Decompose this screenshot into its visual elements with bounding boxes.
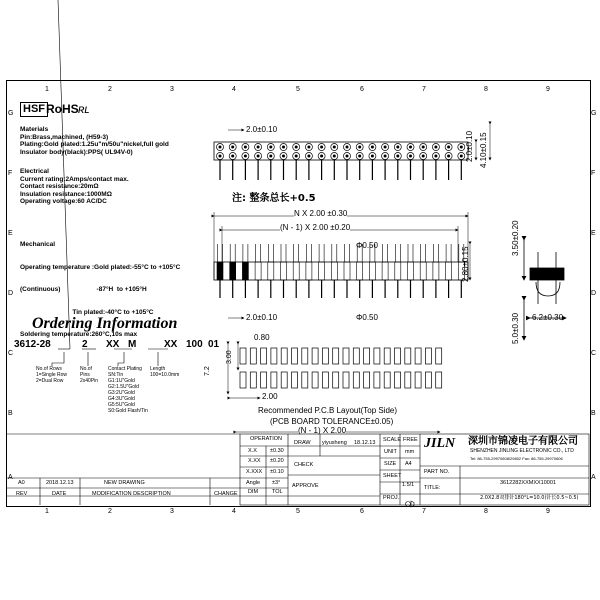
- tb-sheet-val: 1.5/1: [402, 482, 415, 488]
- row-letter: G: [8, 110, 14, 117]
- dim-top-width: 4.10±0.15: [479, 132, 488, 168]
- column-number: 1: [45, 508, 49, 515]
- row-letter: C: [8, 350, 14, 357]
- dim-pcb-row: 3.00: [226, 350, 233, 364]
- company-name-cn: 深圳市锦凌电子有限公司: [468, 436, 578, 447]
- rev-value: A0: [18, 480, 25, 486]
- tb-approve: APPROVE: [292, 483, 319, 489]
- tb-scale: SCALE: [383, 437, 402, 443]
- dim-pcb-total: 7.2: [204, 366, 211, 376]
- dim-pin-dia-bot: Φ0.50: [356, 313, 378, 322]
- column-number: 6: [360, 86, 364, 93]
- company-tel: Tel: 86-755-29970608/29802 Fax: 86-755-29970606: [470, 456, 563, 461]
- mechanical-heading: Mechanical: [20, 241, 56, 248]
- dim-pin-dia-top: Φ0.50: [356, 241, 378, 250]
- legend-line: S0:Gold Flash/Tin: [108, 408, 148, 414]
- ordering-title: Ordering Information: [32, 315, 178, 332]
- ordering-code-part: 3612-28: [14, 339, 51, 350]
- row-letter: F: [8, 170, 13, 177]
- length-note: 注: 整条总长+0.5: [232, 193, 316, 204]
- row-letter: G: [591, 110, 597, 117]
- materials-heading: Materials: [20, 126, 49, 133]
- column-number: 5: [296, 86, 300, 93]
- legend-line: 2x40Pin: [80, 378, 99, 384]
- column-number: 9: [546, 86, 550, 93]
- dim-pcb-pad: 0.80: [254, 333, 270, 342]
- rev-header-desc: MODIFICATION DESCRIPTION: [92, 491, 171, 497]
- tb-scale-val: FREE: [403, 437, 418, 443]
- electrical-line: Current rating:2Amps/contact max.: [20, 175, 129, 183]
- row-letter: F: [591, 170, 596, 177]
- tb-tol-value: ±3°: [272, 480, 281, 486]
- dim-top-row: 2.0±0.10: [465, 130, 474, 162]
- hsf-logo: HSF: [20, 102, 48, 117]
- legend-line: Contact Plating: [108, 366, 142, 372]
- projection-icon: [405, 500, 415, 508]
- tb-unit-val: mm: [405, 449, 415, 455]
- tb-tol-label: Angle: [246, 480, 261, 486]
- row-letter: D: [591, 290, 597, 297]
- tb-tol-label: X.X: [248, 448, 257, 454]
- column-number: 4: [232, 508, 236, 515]
- ul-logo: ʀʟ: [78, 102, 90, 116]
- tb-tol-value: ±0.10: [270, 469, 284, 475]
- electrical-heading: Electrical: [20, 168, 49, 175]
- column-number: 2: [108, 86, 112, 93]
- row-letter: E: [8, 230, 13, 237]
- tb-tol-label: X.XX: [248, 458, 261, 464]
- tb-part-no: 3612282XXMXX10001: [500, 480, 556, 486]
- tb-drawer: yiyusheng: [322, 440, 347, 446]
- legend-line: Length: [150, 366, 166, 372]
- tb-tol: TOL: [272, 489, 283, 495]
- column-number: 2: [108, 508, 112, 515]
- tb-operation: OPERATION: [250, 436, 282, 442]
- tb-dim: DIM: [248, 489, 259, 495]
- column-number: 1: [45, 86, 49, 93]
- ordering-code-part: XX: [106, 339, 120, 350]
- ordering-code-part: 2: [82, 339, 88, 350]
- row-letter: D: [8, 290, 14, 297]
- legend-line: G4:3U"Gold: [108, 396, 135, 402]
- row-letter: B: [8, 410, 13, 417]
- mechanical-line: (Continuous) -87°H to +105°H: [20, 286, 147, 293]
- row-letter: A: [591, 474, 596, 481]
- tb-part-no-label: PART NO.: [424, 469, 450, 475]
- column-number: 7: [422, 508, 426, 515]
- dim-height: 2.80±0.15: [461, 246, 470, 282]
- dim-top-pitch: 2.0±0.10: [246, 125, 278, 134]
- column-number: 9: [546, 508, 550, 515]
- dim-front-pitch: 2.0±0.10: [246, 313, 278, 322]
- projection-symbol: [405, 495, 415, 503]
- electrical-line: Operating voltage:60 AC/DC: [20, 198, 107, 205]
- column-number: 3: [170, 86, 174, 93]
- mechanical-line: Operating temperature :Gold plated:-55°C to +105°C: [20, 263, 181, 271]
- row-letter: B: [591, 410, 596, 417]
- rev-desc: NEW DRAWING: [104, 480, 145, 486]
- tb-unit: UNIT: [384, 449, 397, 455]
- rohs-logo: RoHS: [46, 102, 79, 116]
- column-number: 6: [360, 508, 364, 515]
- tb-proj: PROJ.: [383, 495, 400, 501]
- ordering-code-part: 01: [208, 339, 220, 350]
- ordering-code-part: XX: [164, 339, 178, 350]
- rev-header-rev: REV: [16, 491, 28, 497]
- legend-line: Pins: [80, 372, 90, 378]
- dim-side-lead: 5.0±0.30: [511, 312, 520, 344]
- dim-pcb-pitch: 2.00: [262, 392, 278, 401]
- legend-line: 100=10.0mm: [150, 372, 180, 378]
- dim-pitch-length: (N - 1) X 2.00 ±0.20: [280, 223, 351, 232]
- tb-tol-label: X.XXX: [246, 469, 263, 475]
- mechanical-line: Tin plated:-40°C to +105°C: [20, 308, 154, 316]
- electrical-line: Contact resistance:20mΩ: [20, 183, 99, 190]
- rev-date: 2018.12.13: [46, 480, 74, 486]
- column-number: 8: [484, 508, 488, 515]
- tb-title-label: TITLE:: [424, 485, 441, 491]
- legend-line: G2:1.5U"Gold: [108, 384, 139, 390]
- tb-title: 2.0X2.8双排针180°L=10.0(针长0.5~0.5): [480, 495, 579, 501]
- legend-line: SN:Tin: [108, 372, 124, 378]
- pcb-tolerance: (PCB BOARD TOLERANCE±0.05): [270, 417, 394, 426]
- dim-side-w: 6.2±0.30: [532, 313, 564, 322]
- column-number: 3: [170, 508, 174, 515]
- legend-line: G3:2U"Gold: [108, 390, 135, 396]
- materials-line: Plating:Gold plated:1.25u"m/50u"nickel,full gold: [20, 141, 169, 148]
- column-number: 5: [296, 508, 300, 515]
- legend-line: G5:5U"Gold: [108, 402, 135, 408]
- company-name-en: SHENZHEN JINLING ELECTRONIC CO., LTD: [470, 448, 574, 454]
- rev-header-date: DATE: [52, 491, 67, 497]
- row-letter: E: [591, 230, 596, 237]
- ordering-code-part: 100: [186, 339, 203, 350]
- tb-draw: DRAW: [294, 440, 311, 446]
- row-letter: A: [8, 474, 13, 481]
- rev-header-change: CHANGE: [214, 491, 238, 497]
- materials-line: Pin:Brass,machined, (H59-3): [20, 133, 109, 141]
- legend-line: No.of: [80, 366, 92, 372]
- dim-total-length: N X 2.00 ±0.30: [294, 209, 348, 218]
- row-letter: C: [591, 350, 597, 357]
- legend-line: 1=Single Row: [36, 372, 67, 378]
- legend-line: No.of Rows: [36, 366, 62, 372]
- column-number: 8: [484, 86, 488, 93]
- materials-line: Insulator body(black):PPS( UL94V-0): [20, 148, 133, 156]
- ordering-code-part: M: [128, 339, 137, 350]
- mechanical-line: Soldering temperature:260°C,10s max: [20, 331, 138, 338]
- tb-size-val: A4: [405, 461, 412, 467]
- column-number: 7: [422, 86, 426, 93]
- dim-pcb-length: (N - 1) X 2.00: [298, 426, 347, 435]
- legend-line: G1:1U"Gold: [108, 378, 135, 384]
- legend-line: 2=Dual Row: [36, 378, 64, 384]
- tb-sheet: SHEET: [383, 473, 402, 479]
- company-logo: JILN: [424, 436, 456, 451]
- pcb-title: Recommended P.C.B Layout(Top Side): [258, 406, 398, 415]
- column-number: 4: [232, 86, 236, 93]
- dim-side-h: 3.50±0.20: [511, 220, 520, 256]
- tb-tol-value: ±0.20: [270, 458, 284, 464]
- tb-size: SIZE: [384, 461, 397, 467]
- tb-check: CHECK: [294, 462, 314, 468]
- tb-date: 18.12.13: [354, 440, 376, 446]
- tb-tol-value: ±0.30: [270, 448, 284, 454]
- electrical-line: Insulation resistance:1000MΩ: [20, 190, 112, 198]
